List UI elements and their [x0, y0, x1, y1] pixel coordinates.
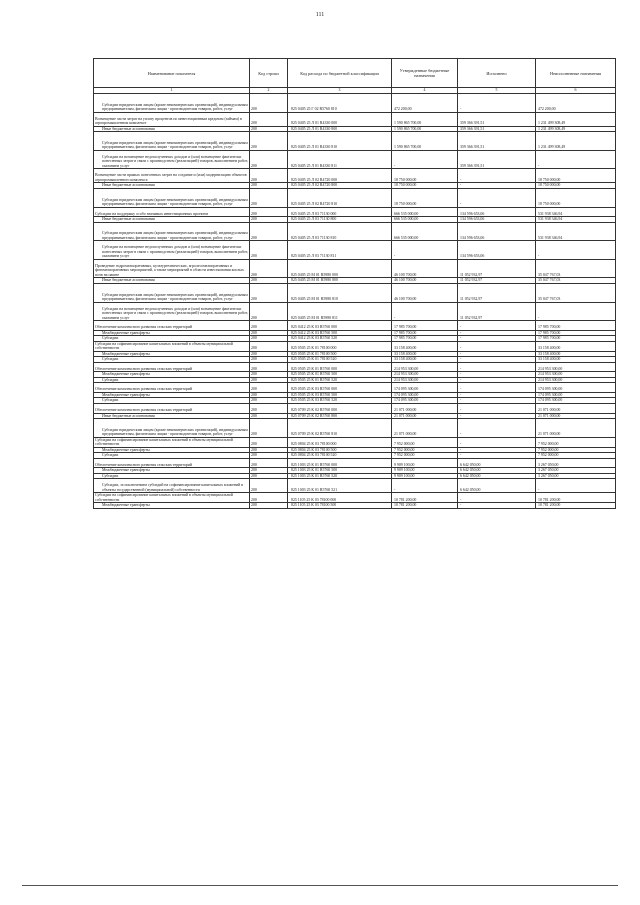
row-unexecuted-cell: 7 952 000,00 [536, 437, 616, 447]
row-classification-cell: 825 0405 25 Л 02 R4720 810 [288, 188, 392, 207]
row-code-cell: 200 [250, 383, 288, 393]
page-number: 111 [315, 12, 325, 18]
row-code-cell: 200 [250, 392, 288, 398]
row-name-cell: Иные бюджетные ассигнования [94, 413, 250, 419]
row-executed-cell: 134 596 653,06 [458, 241, 536, 260]
row-name-cell: Субсидии юридическим лицам (кроме некоммерческих организаций), индивидуальным предпринимателям, физическим лицам - производителям товаров, работ, услуг [94, 188, 250, 207]
row-approved-cell: 46 100 700,00 [392, 259, 458, 278]
row-classification-cell: 825 0405 25 Л 03 71130 000 [288, 207, 392, 217]
row-approved-cell: - [392, 241, 458, 260]
row-unexecuted-cell: 35 047 767,03 [536, 283, 616, 302]
column-number: 4 [392, 88, 458, 94]
row-approved-cell: 21 071 000,00 [392, 419, 458, 438]
row-approved-cell: 18 750 000,00 [392, 169, 458, 183]
row-code-cell: 200 [250, 468, 288, 474]
column-number: 2 [250, 88, 288, 94]
table-row [94, 207, 616, 217]
row-name-cell: Возмещение части прямых понесенных затрат на создание и (или) модернизацию объектов агропромышленного комплекса [94, 169, 250, 183]
row-classification-cell: 825 0405 25 Л 01 R4330 800 [288, 126, 392, 132]
row-unexecuted-cell: 1 231 499 308,49 [536, 112, 616, 126]
row-unexecuted-cell: - [536, 479, 616, 493]
row-classification-cell: 825 0709 25 К 02 R5760 800 [288, 413, 392, 419]
row-classification-cell: 825 1105 25 К 03 78100 000 [288, 493, 392, 503]
row-executed-cell: 6 642 050,00 [458, 458, 536, 468]
row-name-cell: Обеспечение комплексного развития сельских территорий [94, 321, 250, 331]
table-row [94, 283, 616, 302]
row-classification-cell: 825 0405 25 Л 02 R4720 800 [288, 183, 392, 189]
row-code-cell: 200 [250, 351, 288, 357]
row-name-cell: Межбюджетные трансферты [94, 351, 250, 357]
row-code-cell: 200 [250, 278, 288, 284]
row-name-cell: Субсидии на софинансирование капитальных вложений в объекты муниципальной собственности [94, 437, 250, 447]
table-row [94, 169, 616, 183]
row-name-cell: Субсидии на возмещение недополученных доходов и (или) возмещение фактически понесенных затрат в связи с производством (реализацией) товаров, выполнением работ, оказанием услуг [94, 302, 250, 321]
row-name-cell: Субсидии на возмещение недополученных доходов и (или) возмещение фактически понесенных затрат в связи с производством (реализацией) товаров, выполнением работ, оказанием услуг [94, 241, 250, 260]
row-executed-cell: - [458, 336, 536, 342]
row-executed-cell: 11 052 932,97 [458, 283, 536, 302]
row-approved-cell: 21 071 000,00 [392, 413, 458, 419]
row-code-cell: 200 [250, 479, 288, 493]
table-row [94, 150, 616, 169]
row-approved-cell: 214 953 300,00 [392, 377, 458, 383]
row-executed-cell: - [458, 169, 536, 183]
row-name-cell: Возмещение части затрат на уплату процентов по инвестиционным кредитам (займам) в агропромышленном комплексе [94, 112, 250, 126]
table-row [94, 419, 616, 438]
row-approved-cell: 472 200,00 [392, 94, 458, 113]
row-unexecuted-cell: 17 985 700,00 [536, 330, 616, 336]
row-classification-cell: 825 0804 25 К 03 78100 500 [288, 447, 392, 453]
row-executed-cell: 134 596 653,06 [458, 222, 536, 241]
row-executed-cell: 359 366 391,51 [458, 126, 536, 132]
row-code-cell: 200 [250, 126, 288, 132]
row-classification-cell: 825 0804 25 К 03 78100 520 [288, 453, 392, 459]
row-code-cell: 200 [250, 372, 288, 378]
row-unexecuted-cell: 3 267 050,00 [536, 473, 616, 479]
row-unexecuted-cell: 3 267 050,00 [536, 458, 616, 468]
row-code-cell: 200 [250, 419, 288, 438]
row-executed-cell: 359 366 391,51 [458, 132, 536, 151]
table-row [94, 362, 616, 372]
row-code-cell: 200 [250, 169, 288, 183]
row-unexecuted-cell: 10 781 200,00 [536, 493, 616, 503]
row-name-cell: Субсидии на поддержку особо значимых инвестиционных проектов [94, 207, 250, 217]
row-code-cell: 200 [250, 357, 288, 363]
row-approved-cell: 9 909 100,00 [392, 468, 458, 474]
row-classification-cell: 825 0505 25 К 03 R5760 500 [288, 392, 392, 398]
row-code-cell: 200 [250, 222, 288, 241]
row-unexecuted-cell: 174 095 300,00 [536, 383, 616, 393]
row-name-cell: Иные бюджетные ассигнования [94, 126, 250, 132]
row-classification-cell: 825 0405 25 Л 01 R4330 810 [288, 132, 392, 151]
row-unexecuted-cell: 18 750 000,00 [536, 169, 616, 183]
row-classification-cell: 825 0709 25 К 02 R5760 000 [288, 403, 392, 413]
row-approved-cell: 174 095 300,00 [392, 383, 458, 393]
row-classification-cell: 825 0709 25 К 02 R5760 810 [288, 419, 392, 438]
table-row [94, 94, 616, 113]
table-row [94, 241, 616, 260]
row-code-cell: 200 [250, 341, 288, 351]
row-unexecuted-cell: 1 231 499 308,49 [536, 132, 616, 151]
row-classification-cell: 825 0505 25 К 01 R5760 000 [288, 362, 392, 372]
row-executed-cell: - [458, 437, 536, 447]
table-row [94, 112, 616, 126]
row-code-cell: 200 [250, 207, 288, 217]
row-approved-cell: 21 071 000,00 [392, 403, 458, 413]
row-executed-cell: 134 596 653,06 [458, 217, 536, 223]
row-approved-cell: 10 781 200,00 [392, 503, 458, 509]
row-name-cell: Субсидии [94, 357, 250, 363]
row-unexecuted-cell: 1 231 499 308,49 [536, 126, 616, 132]
row-code-cell: 200 [250, 493, 288, 503]
row-name-cell: Субсидии на возмещение недополученных доходов и (или) возмещение фактически понесенных затрат в связи с производством (реализацией) товаров, выполнением работ, оказанием услуг [94, 150, 250, 169]
row-unexecuted-cell: 33 158 400,00 [536, 357, 616, 363]
row-name-cell: Межбюджетные трансферты [94, 392, 250, 398]
row-unexecuted-cell: 10 781 200,00 [536, 503, 616, 509]
row-approved-cell: 7 952 000,00 [392, 447, 458, 453]
row-approved-cell: 7 952 000,00 [392, 453, 458, 459]
table-row [94, 259, 616, 278]
row-approved-cell: 46 100 700,00 [392, 278, 458, 284]
row-approved-cell: 46 100 700,00 [392, 283, 458, 302]
row-code-cell: 200 [250, 302, 288, 321]
row-executed-cell: - [458, 341, 536, 351]
row-approved-cell: 17 985 700,00 [392, 321, 458, 331]
table-row [94, 188, 616, 207]
row-approved-cell: 9 909 100,00 [392, 458, 458, 468]
row-code-cell: 200 [250, 183, 288, 189]
row-classification-cell: 825 0505 25 К 03 R5760 000 [288, 383, 392, 393]
row-classification-cell: 825 1105 25 К 03 78100 500 [288, 503, 392, 509]
row-code-cell: 200 [250, 132, 288, 151]
row-name-cell: Иные бюджетные ассигнования [94, 183, 250, 189]
row-executed-cell: - [458, 94, 536, 113]
row-approved-cell: 33 158 400,00 [392, 351, 458, 357]
row-unexecuted-cell: 18 750 000,00 [536, 183, 616, 189]
row-classification-cell: 825 0405 25 Л 03 71130 811 [288, 241, 392, 260]
row-name-cell: Межбюджетные трансферты [94, 372, 250, 378]
row-unexecuted-cell: 18 750 000,00 [536, 188, 616, 207]
row-name-cell: Субсидии на софинансирование капитальных вложений в объекты муниципальной собственности [94, 493, 250, 503]
header-code: Код строки [250, 59, 288, 88]
table-row [94, 458, 616, 468]
row-approved-cell: - [392, 150, 458, 169]
row-unexecuted-cell: - [536, 150, 616, 169]
table-header-row [94, 59, 616, 88]
row-executed-cell: - [458, 377, 536, 383]
row-classification-cell: 825 0405 25 Л 02 R4720 000 [288, 169, 392, 183]
row-classification-cell: 825 0505 25 К 01 78100 500 [288, 351, 392, 357]
row-classification-cell: 825 0505 25 К 03 R5760 520 [288, 398, 392, 404]
row-classification-cell: 825 0405 25 Л 01 R4330 000 [288, 112, 392, 126]
table-row [94, 403, 616, 413]
row-classification-cell: 825 0505 25 К 01 R5760 520 [288, 377, 392, 383]
row-unexecuted-cell: 531 938 346,94 [536, 222, 616, 241]
row-code-cell: 200 [250, 458, 288, 468]
row-approved-cell: 33 158 400,00 [392, 341, 458, 351]
row-name-cell: Субсидии юридическим лицам (кроме некоммерческих организаций), индивидуальным предпринимателям, физическим лицам - производителям товаров, работ, услуг [94, 94, 250, 113]
row-executed-cell: 11 052 932,97 [458, 302, 536, 321]
row-approved-cell: 18 750 000,00 [392, 188, 458, 207]
table-row [94, 302, 616, 321]
row-name-cell: Субсидии, за исключением субсидий на софинансирование капитальных вложений в объекты государственной (муниципальной) собственности [94, 479, 250, 493]
row-classification-cell: 825 0505 25 К 01 R5760 500 [288, 372, 392, 378]
row-unexecuted-cell: 21 071 000,00 [536, 403, 616, 413]
row-classification-cell: 825 0405 25 Л 03 71130 800 [288, 217, 392, 223]
row-executed-cell: - [458, 383, 536, 393]
row-code-cell: 200 [250, 377, 288, 383]
row-approved-cell: 214 953 300,00 [392, 362, 458, 372]
row-code-cell: 200 [250, 188, 288, 207]
row-executed-cell: - [458, 447, 536, 453]
table-row [94, 437, 616, 447]
row-approved-cell: 10 781 200,00 [392, 493, 458, 503]
column-number: 5 [458, 88, 536, 94]
row-executed-cell: 359 366 391,51 [458, 112, 536, 126]
row-approved-cell: 174 095 300,00 [392, 398, 458, 404]
row-code-cell: 200 [250, 413, 288, 419]
row-classification-cell: 825 0405 25 М 01 R5980 000 [288, 259, 392, 278]
row-name-cell: Субсидии [94, 336, 250, 342]
row-classification-cell: 825 0412 25 К 03 R5760 520 [288, 336, 392, 342]
row-code-cell: 200 [250, 336, 288, 342]
table-body [94, 94, 616, 509]
row-approved-cell: 1 590 865 700,00 [392, 126, 458, 132]
row-name-cell: Межбюджетные трансферты [94, 503, 250, 509]
row-name-cell: Субсидии юридическим лицам (кроме некоммерческих организаций), индивидуальным предпринимателям, физическим лицам - производителям товаров, работ, услуг [94, 222, 250, 241]
row-executed-cell: 6 642 050,00 [458, 479, 536, 493]
row-name-cell: Межбюджетные трансферты [94, 447, 250, 453]
row-executed-cell: 6 642 050,00 [458, 468, 536, 474]
row-unexecuted-cell: 174 095 300,00 [536, 398, 616, 404]
row-approved-cell: 666 535 000,00 [392, 207, 458, 217]
row-executed-cell: - [458, 419, 536, 438]
table-row [94, 341, 616, 351]
row-approved-cell: 666 535 000,00 [392, 217, 458, 223]
row-executed-cell: 6 642 050,00 [458, 473, 536, 479]
column-number: 6 [536, 88, 616, 94]
row-executed-cell: - [458, 493, 536, 503]
row-unexecuted-cell: 214 953 300,00 [536, 362, 616, 372]
row-unexecuted-cell: 531 938 346,94 [536, 217, 616, 223]
row-code-cell: 200 [250, 241, 288, 260]
row-name-cell: Обеспечение комплексного развития сельских территорий [94, 362, 250, 372]
row-executed-cell: - [458, 503, 536, 509]
row-name-cell: Проведение гидромелиоративных, культуртехнических, агролесомелиоративных и фитомелиоративных мероприятий, а также мероприятий в области известкования кислых почв на пашне [94, 259, 250, 278]
row-classification-cell: 825 0804 25 К 03 78100 000 [288, 437, 392, 447]
row-unexecuted-cell: 3 267 050,00 [536, 468, 616, 474]
row-name-cell: Иные бюджетные ассигнования [94, 217, 250, 223]
row-executed-cell: 11 052 932,97 [458, 278, 536, 284]
row-unexecuted-cell: 174 095 300,00 [536, 392, 616, 398]
table-row [94, 493, 616, 503]
row-unexecuted-cell: - [536, 302, 616, 321]
table-row [94, 479, 616, 493]
row-executed-cell: - [458, 330, 536, 336]
column-number: 1 [94, 88, 250, 94]
row-code-cell: 200 [250, 473, 288, 479]
table-row [94, 383, 616, 393]
row-classification-cell: 825 0505 25 К 01 78100 520 [288, 357, 392, 363]
row-executed-cell: 359 366 391,51 [458, 150, 536, 169]
row-unexecuted-cell: 7 952 000,00 [536, 447, 616, 453]
row-approved-cell: 17 985 700,00 [392, 336, 458, 342]
row-executed-cell: - [458, 403, 536, 413]
row-name-cell: Межбюджетные трансферты [94, 468, 250, 474]
row-code-cell: 200 [250, 94, 288, 113]
row-unexecuted-cell: 531 938 346,94 [536, 207, 616, 217]
row-name-cell: Субсидии [94, 398, 250, 404]
row-approved-cell: 18 750 000,00 [392, 183, 458, 189]
row-name-cell: Субсидии [94, 377, 250, 383]
row-name-cell: Обеспечение комплексного развития сельских территорий [94, 458, 250, 468]
row-unexecuted-cell: 35 047 767,03 [536, 259, 616, 278]
row-executed-cell: - [458, 357, 536, 363]
row-code-cell: 200 [250, 321, 288, 331]
row-approved-cell: 174 095 300,00 [392, 392, 458, 398]
row-executed-cell: - [458, 398, 536, 404]
row-classification-cell: 825 1003 25 К 01 R5760 500 [288, 468, 392, 474]
row-approved-cell: - [392, 479, 458, 493]
row-name-cell: Субсидии [94, 473, 250, 479]
row-executed-cell: - [458, 321, 536, 331]
header-name: Наименование показателя [94, 59, 250, 88]
row-approved-cell: 9 909 100,00 [392, 473, 458, 479]
header-approved: Утвержденные бюджетные назначения [392, 59, 458, 88]
row-code-cell: 200 [250, 453, 288, 459]
row-classification-cell: 825 0405 25 М 01 R5980 810 [288, 283, 392, 302]
row-executed-cell: - [458, 183, 536, 189]
row-name-cell: Субсидии юридическим лицам (кроме некоммерческих организаций), индивидуальным предпринимателям, физическим лицам - производителям товаров, работ, услуг [94, 283, 250, 302]
row-unexecuted-cell: 7 952 000,00 [536, 453, 616, 459]
row-unexecuted-cell: 214 953 300,00 [536, 372, 616, 378]
row-approved-cell: 7 952 000,00 [392, 437, 458, 447]
row-classification-cell: 825 0405 25 Г 02 R5760 810 [288, 94, 392, 113]
row-classification-cell: 825 0505 25 К 01 78100 000 [288, 341, 392, 351]
row-executed-cell: - [458, 392, 536, 398]
row-name-cell: Субсидии [94, 453, 250, 459]
row-name-cell: Обеспечение комплексного развития сельских территорий [94, 403, 250, 413]
row-unexecuted-cell: 35 047 767,03 [536, 278, 616, 284]
row-classification-cell: 825 0405 25 Л 03 71130 810 [288, 222, 392, 241]
row-classification-cell: 825 0412 25 К 03 R5760 500 [288, 330, 392, 336]
row-code-cell: 200 [250, 437, 288, 447]
row-unexecuted-cell: 214 953 300,00 [536, 377, 616, 383]
header-classification: Код расхода по бюджетной классификации [288, 59, 392, 88]
row-classification-cell: 825 0405 25 М 01 R5980 800 [288, 278, 392, 284]
row-executed-cell: 134 596 653,06 [458, 207, 536, 217]
row-unexecuted-cell: 17 985 700,00 [536, 321, 616, 331]
row-executed-cell: - [458, 362, 536, 372]
row-unexecuted-cell: 33 158 400,00 [536, 341, 616, 351]
row-code-cell: 200 [250, 150, 288, 169]
row-name-cell: Субсидии на софинансирование капитальных вложений в объекты муниципальной собственности [94, 341, 250, 351]
row-approved-cell: 33 158 400,00 [392, 357, 458, 363]
row-code-cell: 200 [250, 362, 288, 372]
row-unexecuted-cell: 21 071 000,00 [536, 413, 616, 419]
row-classification-cell: 825 1003 25 К 01 R5760 521 [288, 479, 392, 493]
row-code-cell: 200 [250, 503, 288, 509]
row-code-cell: 200 [250, 217, 288, 223]
footer-divider [22, 885, 618, 886]
row-classification-cell: 825 0405 25 М 01 R5980 811 [288, 302, 392, 321]
row-name-cell: Субсидии юридическим лицам (кроме некоммерческих организаций), индивидуальным предпринимателям, физическим лицам - производителям товаров, работ, услуг [94, 419, 250, 438]
row-code-cell: 200 [250, 283, 288, 302]
row-executed-cell: - [458, 351, 536, 357]
row-approved-cell: - [392, 302, 458, 321]
row-approved-cell: 1 590 865 700,00 [392, 112, 458, 126]
row-code-cell: 200 [250, 112, 288, 126]
row-executed-cell: - [458, 372, 536, 378]
row-code-cell: 200 [250, 398, 288, 404]
header-unexecuted: Неисполненные назначения [536, 59, 616, 88]
row-name-cell: Межбюджетные трансферты [94, 330, 250, 336]
row-executed-cell: - [458, 453, 536, 459]
row-unexecuted-cell: 472 200,00 [536, 94, 616, 113]
table-row [94, 132, 616, 151]
row-approved-cell: 214 953 300,00 [392, 372, 458, 378]
row-executed-cell: 11 052 932,97 [458, 259, 536, 278]
row-code-cell: 200 [250, 330, 288, 336]
row-unexecuted-cell: - [536, 241, 616, 260]
column-number: 3 [288, 88, 392, 94]
row-executed-cell: - [458, 413, 536, 419]
table-row [94, 503, 616, 509]
table-row [94, 222, 616, 241]
header-executed: Исполнено [458, 59, 536, 88]
row-classification-cell: 825 0405 25 Л 01 R4330 811 [288, 150, 392, 169]
row-classification-cell: 825 1003 25 К 01 R5760 520 [288, 473, 392, 479]
row-classification-cell: 825 0412 25 К 03 R5760 000 [288, 321, 392, 331]
row-code-cell: 200 [250, 447, 288, 453]
row-unexecuted-cell: 33 158 400,00 [536, 351, 616, 357]
row-approved-cell: 17 985 700,00 [392, 330, 458, 336]
row-code-cell: 200 [250, 403, 288, 413]
row-unexecuted-cell: 21 071 000,00 [536, 419, 616, 438]
table-row [94, 321, 616, 331]
budget-execution-table [93, 58, 616, 509]
row-approved-cell: 666 535 000,00 [392, 222, 458, 241]
row-approved-cell: 1 590 865 700,00 [392, 132, 458, 151]
row-name-cell: Субсидии юридическим лицам (кроме некоммерческих организаций), индивидуальным предпринимателям, физическим лицам - производителям товаров, работ, услуг [94, 132, 250, 151]
row-code-cell: 200 [250, 259, 288, 278]
row-name-cell: Иные бюджетные ассигнования [94, 278, 250, 284]
row-unexecuted-cell: 17 985 700,00 [536, 336, 616, 342]
row-classification-cell: 825 1003 25 К 01 R5760 000 [288, 458, 392, 468]
row-name-cell: Обеспечение комплексного развития сельских территорий [94, 383, 250, 393]
row-executed-cell: - [458, 188, 536, 207]
